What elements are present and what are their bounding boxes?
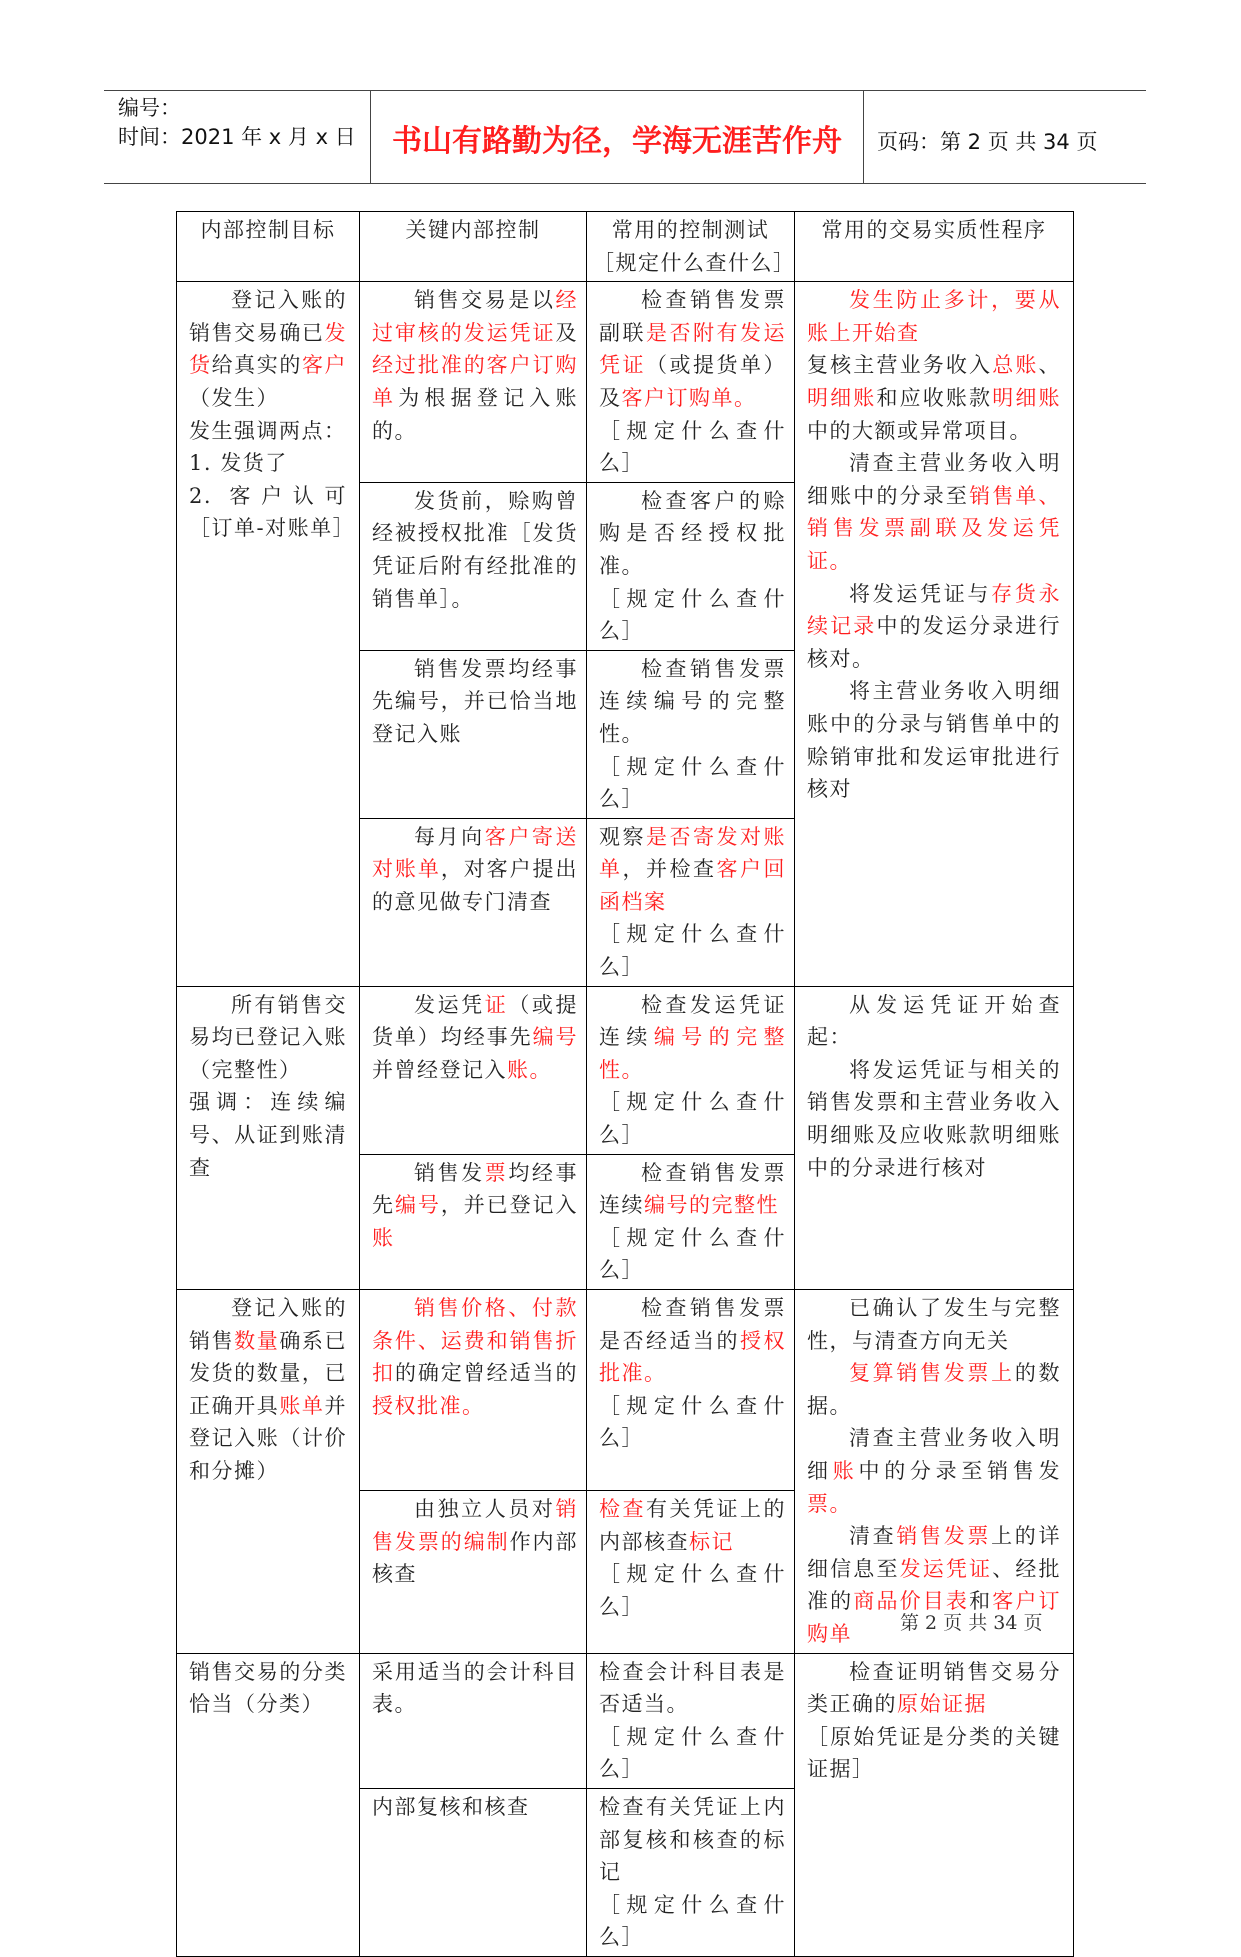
cell-paragraph [189,480,356,545]
highlighted-text: 销售单、销售发票副联及发运凭证。 [807,483,1062,573]
cell-text: ［规定什么查什么］ [599,1225,786,1283]
cell-paragraph [599,1292,786,1390]
cell-paragraph [599,1791,786,1889]
cell-paragraph [372,1656,578,1721]
cell-paragraph [807,675,1061,805]
cell-text: 均经事先 [372,1160,579,1218]
highlighted-text: 客户 [301,353,348,378]
cell-text: 及 [555,320,578,345]
column-header-substantive-procedure: 常用的交易实质性程序 [795,212,1074,282]
cell-paragraph [372,653,578,751]
cell-text: ［规定什么查什么］ [599,1892,786,1950]
key-control-cell [360,1154,587,1289]
cell-paragraph [599,821,786,919]
cell-text: 将主营业务收入明细账中的分录与销售单中的赊销审批和发运审批进行核对 [807,679,1061,802]
highlighted-text: 明细账 [992,385,1062,410]
cell-paragraph [189,1292,347,1488]
cell-paragraph [807,349,1061,447]
highlighted-text: 票。 [807,1491,852,1516]
cell-text: 观察 [599,824,646,849]
cell-paragraph [599,989,786,1087]
cell-text: 登记入账的销售 [189,1296,347,1353]
key-control-cell [360,482,587,650]
cell-paragraph [807,578,1061,676]
cell-paragraph [599,485,786,583]
control-test-cell [587,1154,795,1289]
highlighted-text: 账 [832,1458,859,1483]
cell-text: 检查发运凭证连续 [599,992,786,1050]
cell-text: 检查会计科目表是否适当。 [599,1659,786,1717]
cell-text: 为根据登记入账的。 [372,385,579,443]
cell-text: 检查销售发票是否经适当的 [599,1296,786,1353]
cell-paragraph [189,415,347,448]
highlighted-text: 编号的完整性。 [599,1025,787,1082]
cell-paragraph [807,989,1061,1054]
table-row [177,1290,1074,1491]
cell-text: 中的分录至销售发 [858,1458,1062,1483]
highlighted-text: 发货 [189,320,347,378]
cell-text: 清查主营业务收入明细 [807,1426,1061,1483]
cell-text: 和应收账款 [876,385,993,410]
control-test-cell [587,986,795,1154]
cell-text: 强调：连续编号、从证到账清查 [189,1090,347,1180]
cell-paragraph [807,1656,1061,1721]
header-top-rule [104,90,1146,91]
cell-text: 每月向 [414,824,485,849]
column-header-objective: 内部控制目标 [177,212,360,282]
cell-text: 中的大额或异常项目。 [807,418,1032,443]
cell-text: ［规定什么查什么］ [599,1724,786,1782]
highlighted-text: 明细账 [807,385,877,410]
highlighted-text: 原始证据 [897,1692,987,1717]
highlighted-text: 是否附有发运凭证 [599,320,786,378]
control-test-cell [587,650,795,818]
highlighted-text: 数量 [234,1328,280,1353]
key-control-cell [360,1788,587,1956]
cell-text: ［规定什么查什么］ [599,922,786,980]
cell-text: 1. 发货了 [189,451,288,476]
cell-paragraph [599,415,786,480]
highlighted-text: 客户回函档案 [599,857,786,914]
cell-text: 并曾经登记入 [372,1057,507,1082]
highlighted-text: 证 [484,992,509,1017]
highlighted-text: 总账 [992,353,1039,378]
cell-text: ［规定什么查什么］ [599,418,786,476]
key-control-cell [360,1653,587,1788]
cell-paragraph [807,1054,1061,1184]
control-test-cell [587,818,795,986]
control-test-cell [587,282,795,483]
cell-text: ［规定什么查什么］ [599,754,786,812]
cell-paragraph [599,751,786,816]
cell-text: ，并已登记入 [440,1193,578,1218]
cell-text: 所有销售交易均已登记入账（完整性） [189,992,347,1082]
table-row [177,282,1074,483]
cell-text: 、 [1038,353,1062,378]
cell-text: 并登记入账（计价和分摊） [189,1393,348,1483]
cell-paragraph [372,1292,578,1422]
cell-paragraph [372,1791,578,1824]
cell-text: 的数据。 [807,1361,1061,1418]
key-control-cell [360,818,587,986]
cell-paragraph [599,653,786,751]
highlighted-text: 账 [372,1225,395,1250]
cell-text: （或提货单）及 [599,353,786,410]
cell-paragraph [372,1493,578,1591]
cell-paragraph [372,1157,578,1255]
cell-paragraph [807,1357,1061,1422]
header-page-label: 页码：第 2 页 共 34 页 [877,130,1098,154]
highlighted-text: 商品价目表 [853,1589,970,1614]
highlighted-text: 检查 [599,1497,646,1522]
cell-text: ，并检查 [622,857,717,882]
cell-text: ，对客户提出的意见做专门清查 [372,857,578,914]
cell-text: 作内部核查 [372,1529,578,1587]
cell-paragraph [807,1721,1061,1786]
highlighted-text: 授权批准。 [372,1393,485,1418]
cell-paragraph [372,284,578,447]
cell-paragraph [599,1889,786,1954]
cell-paragraph [807,1422,1061,1520]
objective-cell [177,282,360,986]
table-row [177,986,1074,1154]
cell-text: 有关凭证上的内部核查 [599,1497,786,1554]
header-divider-left [370,90,371,184]
highlighted-text: 销售发票的编制 [372,1497,578,1554]
cell-paragraph [189,1656,347,1721]
cell-text: 内部复核和核查 [372,1794,530,1819]
cell-text: 发生强调两点： [189,418,347,443]
highlighted-text: 编号 [532,1025,578,1050]
substantive-procedure-cell [795,1290,1074,1654]
objective-cell [177,1653,360,1956]
substantive-procedure-cell [795,282,1074,986]
cell-text: 由独立人员对 [414,1497,556,1522]
substantive-procedure-cell [795,1653,1074,1956]
cell-paragraph [189,447,347,480]
cell-paragraph [372,485,578,615]
cell-paragraph [599,1656,786,1721]
table-row [177,1653,1074,1788]
cell-text: 检查销售发票连续 [599,1160,786,1218]
cell-text: 检查证明销售交易分类正确的 [807,1659,1061,1717]
highlighted-text: 经过审核的发运凭证 [372,288,578,345]
cell-paragraph [372,821,578,919]
page-footer: 第 2 页 共 34 页 [900,1612,1043,1634]
cell-paragraph [599,1493,786,1558]
cell-text: 检查销售发票副联 [599,288,786,345]
cell-paragraph [807,284,1061,349]
cell-text: 销售发 [414,1160,485,1185]
cell-text: 将发运凭证与相关的销售发票和主营业务收入明细账及应收账款明细账中的分录进行核对 [807,1057,1061,1180]
highlighted-text: 标记 [689,1529,734,1554]
highlighted-text: 销售价格、付款条件、运费和销售折扣 [372,1296,578,1386]
highlighted-text: 账单 [279,1393,325,1418]
cell-text: 清查 [849,1524,897,1549]
cell-text: 销售交易的分类恰当（分类） [189,1659,347,1717]
cell-text: 上的详细信息至 [807,1524,1061,1581]
highlighted-text: 复算销售发票上 [849,1361,1015,1386]
cell-text: ［规定什么查什么］ [599,586,786,644]
highlighted-text: 客户寄送对账单 [372,824,578,882]
highlighted-text: 存货永续记录 [807,581,1061,639]
cell-paragraph [599,1558,786,1623]
highlighted-text: 编号 [394,1193,441,1218]
highlighted-text: 销售发票 [896,1524,992,1549]
highlighted-text: 发运凭证 [899,1556,993,1581]
cell-text: 确系已发货的数量，已正确开具 [189,1328,348,1418]
cell-paragraph [189,284,347,414]
cell-text: 销售交易是以 [414,288,556,313]
cell-text: ［规定什么查什么］ [599,1393,786,1451]
cell-text: ［规定什么查什么］ [599,1090,786,1148]
highlighted-text: 票 [484,1160,509,1185]
cell-text: 采用适当的会计科目表。 [372,1659,578,1717]
control-test-cell [587,1788,795,1956]
cell-text: 已确认了发生与完整性，与清查方向无关 [807,1296,1061,1353]
cell-text: 检查客户的赊购是否经授权批准。 [599,488,786,578]
control-test-cell [587,1290,795,1491]
cell-text: 复核主营业务收入 [807,353,993,378]
highlighted-text: 经过批准的客户订购单 [372,353,578,410]
cell-text: （发生） [189,385,279,410]
key-control-cell [360,650,587,818]
cell-text: 2. 客户认可［订单-对账单］ [189,483,356,541]
internal-control-table [176,211,1074,1957]
cell-paragraph [599,1222,786,1287]
header-divider-right [863,90,864,184]
cell-text: 发货前，赊购曾经被授权批准［发货凭证后附有经批准的销售单］。 [372,488,578,611]
cell-paragraph [189,1086,347,1184]
control-test-cell [587,1491,795,1653]
cell-paragraph [599,583,786,648]
document-number-label: 编号： [118,96,181,120]
cell-text: 和 [969,1589,993,1614]
highlighted-text: 编号的完整性 [644,1193,779,1218]
highlighted-text: 客户订购单。 [621,385,757,410]
cell-text: 登记入账的销售交易确已 [189,288,347,345]
cell-paragraph [599,1086,786,1151]
highlighted-text: 是否寄发对账单 [599,824,786,882]
cell-text: 从发运凭证开始查起： [807,992,1061,1050]
cell-paragraph [372,989,578,1087]
cell-text: 发运凭 [414,992,485,1017]
cell-text: 将发运凭证与 [849,581,992,606]
key-control-cell [360,1491,587,1653]
control-test-cell [587,482,795,650]
cell-text: 、经批准的 [807,1556,1062,1614]
cell-paragraph [599,1721,786,1786]
cell-text: ［规定什么查什么］ [599,1562,786,1620]
cell-text: 的确定曾经适当的 [394,1361,578,1386]
cell-paragraph [189,989,347,1087]
document-time-label: 时间：2021 年 x 月 x 日 [118,125,356,149]
cell-text: 中的发运分录进行核对。 [807,614,1062,671]
cell-paragraph [599,1390,786,1455]
cell-text: ［原始凭证是分类的关键证据］ [807,1724,1061,1782]
cell-text: 检查销售发票连续编号的完整性。 [599,656,786,746]
cell-paragraph [599,284,786,414]
column-header-control-test: 常用的控制测试［规定什么查什么］ [587,212,795,282]
highlighted-text: 发生防止多计，要从账上开始查 [807,288,1061,345]
highlighted-text: 账。 [507,1057,552,1082]
cell-paragraph [807,447,1061,577]
cell-text: （或提货单）均经事先 [372,992,579,1050]
cell-text: 清查主营业务收入明细账中的分录至 [807,451,1061,508]
key-control-cell [360,986,587,1154]
key-control-cell [360,282,587,483]
objective-cell [177,1290,360,1654]
highlighted-text: 客户订购单 [807,1589,1062,1646]
highlighted-text: 授权批准。 [599,1328,786,1386]
column-header-key-control: 关键内部控制 [360,212,587,282]
table-header-row [177,212,1074,282]
header-bottom-rule [104,183,1146,184]
cell-paragraph [599,918,786,983]
cell-paragraph [807,1292,1061,1357]
substantive-procedure-cell [795,986,1074,1289]
header-motto: 书山有路勤为径，学海无涯苦作舟 [392,124,842,159]
control-test-cell [587,1653,795,1788]
cell-text: 检查有关凭证上内部复核和核查的标记 [599,1794,786,1885]
objective-cell [177,986,360,1289]
cell-paragraph [599,1157,786,1222]
cell-text: 给真实的 [211,353,302,378]
cell-text: 销售发票均经事先编号，并已恰当地登记入账 [372,656,578,746]
key-control-cell [360,1290,587,1491]
